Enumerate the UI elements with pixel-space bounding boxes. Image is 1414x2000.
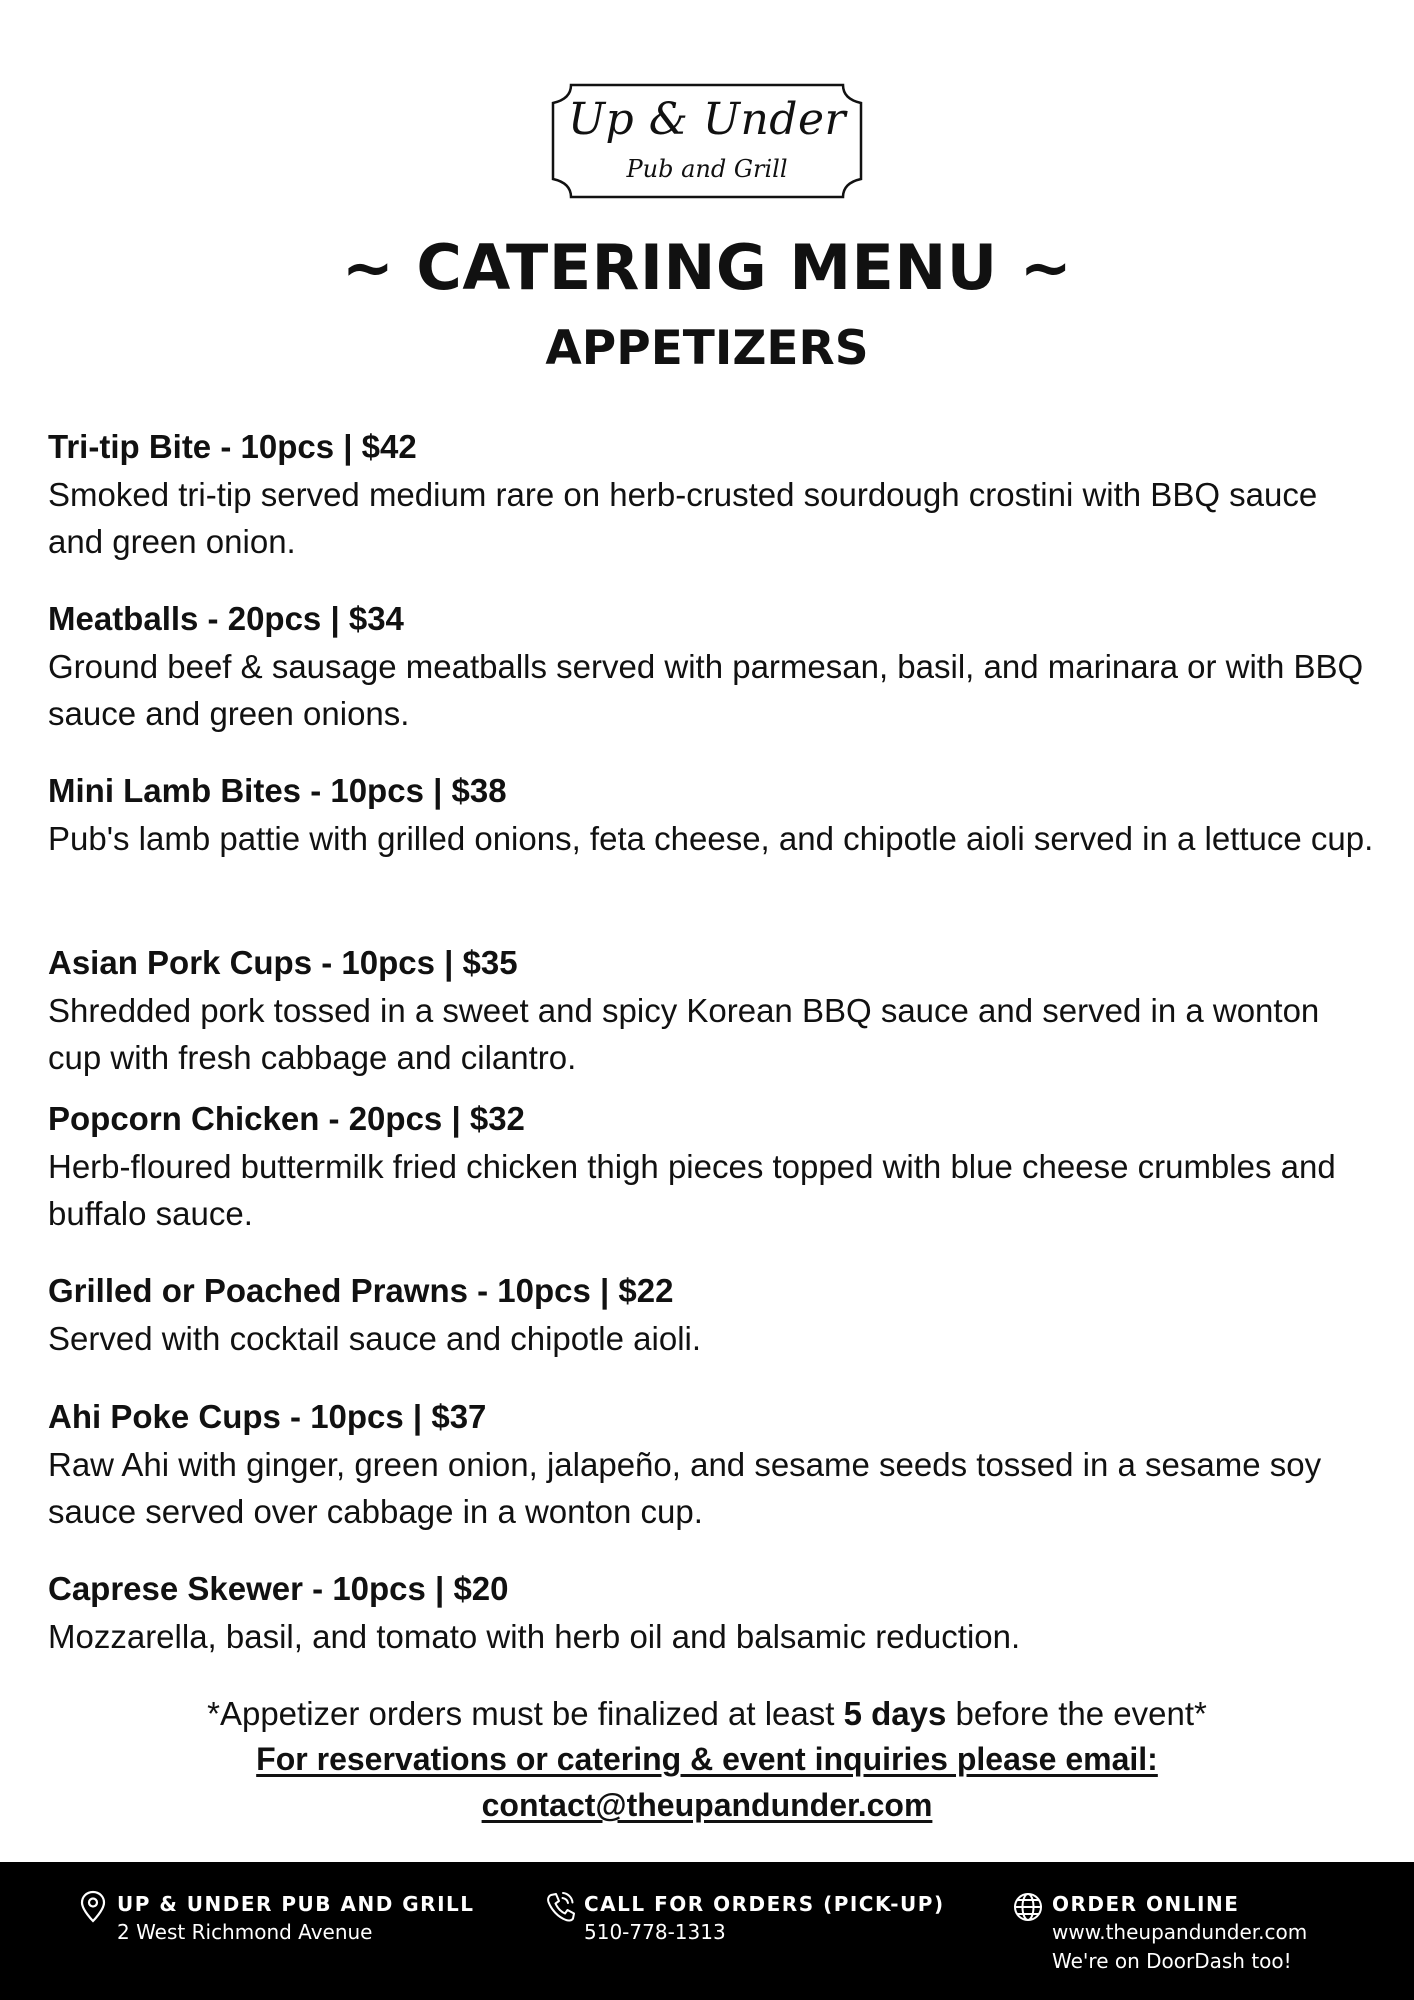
item-name: Mini Lamb Bites - 10pcs | $38 xyxy=(48,772,507,809)
pub-logo xyxy=(549,81,865,201)
item-description: Pub's lamb pattie with grilled onions, feta cheese, and chipotle aioli served in a lettuce cup. xyxy=(48,820,1374,857)
menu-item xyxy=(48,1568,1378,1660)
menu-item xyxy=(48,426,1378,565)
menu-item xyxy=(48,1098,1378,1237)
note-deadline: 5 days xyxy=(843,1695,947,1732)
item-name: Grilled or Poached Prawns - 10pcs | $22 xyxy=(48,1272,674,1309)
note-text-end: before the event* xyxy=(946,1695,1207,1732)
globe-icon xyxy=(1013,1890,1043,1924)
menu-item xyxy=(48,770,1378,862)
footer-address: 2 West Richmond Avenue xyxy=(117,1920,373,1944)
footer-online-text xyxy=(1052,1890,1307,1976)
footer-phone-text xyxy=(584,1890,945,1947)
item-description: Served with cocktail sauce and chipotle aioli. xyxy=(48,1320,702,1357)
item-name: Popcorn Chicken - 20pcs | $32 xyxy=(48,1100,525,1137)
footer-phone-number[interactable]: 510-778-1313 xyxy=(584,1920,726,1944)
footer-location-text xyxy=(117,1890,475,1947)
item-name: Ahi Poke Cups - 10pcs | $37 xyxy=(48,1398,487,1435)
item-description: Herb-floured buttermilk fried chicken thigh pieces topped with blue cheese crumbles and buffalo sauce. xyxy=(48,1148,1336,1232)
order-deadline-note xyxy=(0,1692,1414,1736)
note-text: *Appetizer orders must be finalized at least xyxy=(207,1695,844,1732)
footer-bar xyxy=(0,1862,1414,2000)
item-description: Shredded pork tossed in a sweet and spicy Korean BBQ sauce and served in a wonton cup with fresh cabbage and cilantro. xyxy=(48,992,1320,1076)
footer-phone-heading: CALL FOR ORDERS (PICK-UP) xyxy=(584,1892,945,1916)
item-name: Meatballs - 20pcs | $34 xyxy=(48,600,404,637)
item-description: Ground beef & sausage meatballs served with parmesan, basil, and marinara or with BBQ sauce and green onions. xyxy=(48,648,1364,732)
menu-item xyxy=(48,942,1378,1081)
menu-item xyxy=(48,1270,1378,1362)
location-pin-icon xyxy=(78,1890,108,1924)
contact-instructions: For reservations or catering & event inquiries please email: xyxy=(256,1741,1158,1777)
item-name: Asian Pork Cups - 10pcs | $35 xyxy=(48,944,518,981)
item-name: Caprese Skewer - 10pcs | $20 xyxy=(48,1570,509,1607)
menu-item xyxy=(48,598,1378,737)
item-description: Raw Ahi with ginger, green onion, jalapeño, and sesame seeds tossed in a sesame soy sauce served over cabbage in a wonton cup. xyxy=(48,1446,1322,1530)
logo-name: Up & Under xyxy=(567,94,847,145)
contact-email-link[interactable]: contact@theupandunder.com xyxy=(481,1787,933,1823)
item-description: Smoked tri-tip served medium rare on herb-crusted sourdough crostini with BBQ sauce and green onion. xyxy=(48,476,1318,560)
item-description: Mozzarella, basil, and tomato with herb oil and balsamic reduction. xyxy=(48,1618,1021,1655)
item-name: Tri-tip Bite - 10pcs | $42 xyxy=(48,428,417,465)
section-title: APPETIZERS xyxy=(545,321,869,376)
footer-location-heading: UP & UNDER PUB AND GRILL xyxy=(117,1892,475,1916)
footer-website-link[interactable]: www.theupandunder.com xyxy=(1052,1920,1308,1944)
menu-item xyxy=(48,1396,1378,1535)
page-title: ~ CATERING MENU ~ xyxy=(341,231,1073,304)
footer-online-heading: ORDER ONLINE xyxy=(1052,1892,1240,1916)
logo-subtitle: Pub and Grill xyxy=(626,155,788,183)
phone-icon xyxy=(545,1890,575,1924)
footer-doordash-note: We're on DoorDash too! xyxy=(1052,1949,1292,1973)
